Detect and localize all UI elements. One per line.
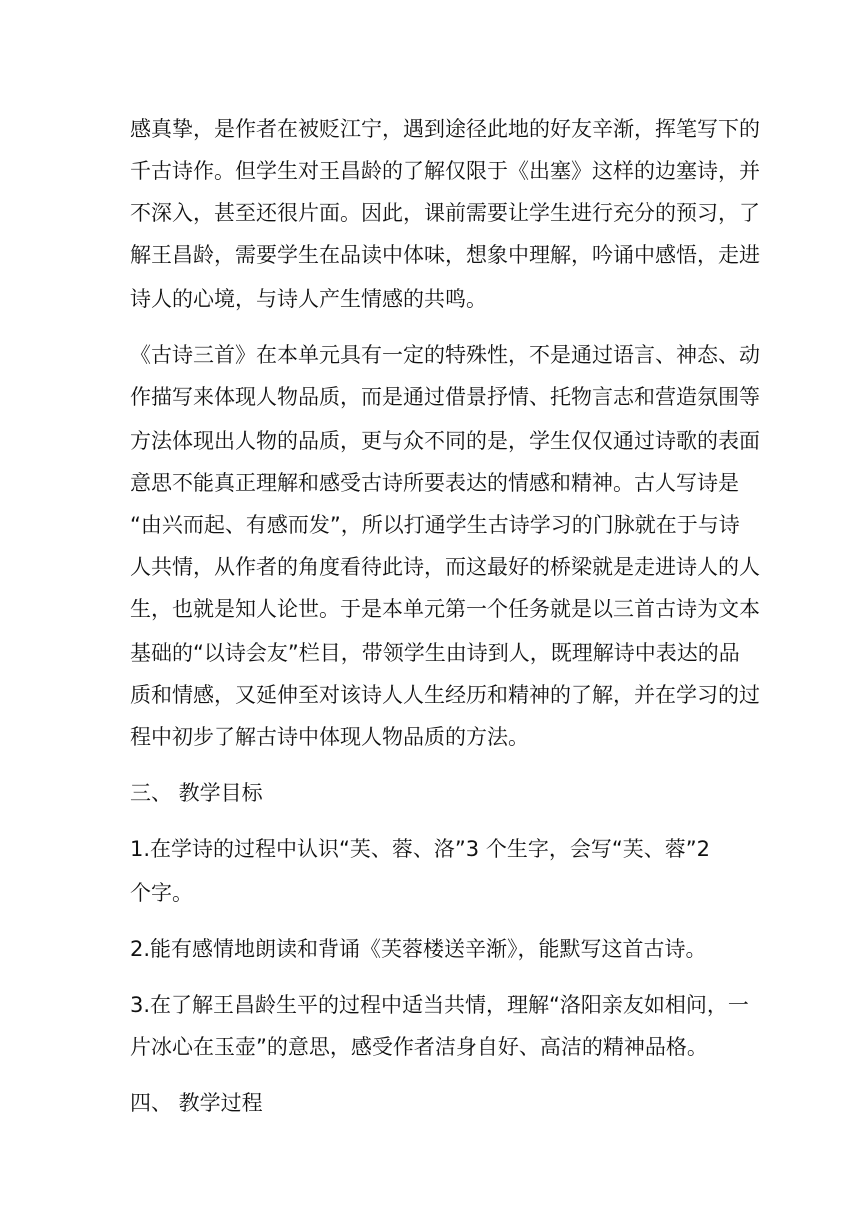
goal-2-line-1: 2.能有感情地朗读和背诵《芙蓉楼送辛渐》，能默写这首古诗。 bbox=[130, 937, 707, 961]
paragraph-1-line-4: 解王昌龄，需要学生在品读中体味，想象中理解，吟诵中感悟，走进 bbox=[130, 243, 760, 267]
paragraph-2-line-7: 生，也就是知人论世。于是本单元第一个任务就是以三首古诗为文本 bbox=[130, 597, 760, 621]
paragraph-1-line-1: 感真挚，是作者在被贬江宁，遇到途径此地的好友辛渐，挥笔写下的 bbox=[130, 117, 760, 141]
paragraph-2-line-1: 《古诗三首》在本单元具有一定的特殊性，不是通过语言、神态、动 bbox=[130, 343, 760, 367]
paragraph-1-line-5: 诗人的心境，与诗人产生情感的共鸣。 bbox=[130, 287, 487, 311]
paragraph-1-line-2: 千古诗作。但学生对王昌龄的了解仅限于《出塞》这样的边塞诗，并 bbox=[130, 159, 760, 183]
goal-1-line-1: 1.在学诗的过程中认识“芙、蓉、洛”3 个生字，会写“芙、蓉”2 bbox=[130, 837, 710, 861]
paragraph-2-line-4: 意思不能真正理解和感受古诗所要表达的情感和精神。古人写诗是 bbox=[130, 471, 739, 495]
paragraph-2-line-2: 作描写来体现人物品质，而是通过借景抒情、托物言志和营造氛围等 bbox=[130, 385, 760, 409]
paragraph-2-line-8: 基础的“以诗会友”栏目，带领学生由诗到人，既理解诗中表达的品 bbox=[130, 641, 740, 665]
goal-1-line-2: 个字。 bbox=[130, 881, 193, 905]
paragraph-2-line-10: 程中初步了解古诗中体现人物品质的方法。 bbox=[130, 725, 529, 749]
section-heading-4: 四、 教学过程 bbox=[130, 1091, 263, 1115]
goal-3-line-1: 3.在了解王昌龄生平的过程中适当共情，理解“洛阳亲友如相问，一 bbox=[130, 993, 749, 1017]
paragraph-2-line-6: 人共情，从作者的角度看待此诗，而这最好的桥梁就是走进诗人的人 bbox=[130, 555, 760, 579]
paragraph-2-line-9: 质和情感，又延伸至对该诗人人生经历和精神的了解，并在学习的过 bbox=[130, 683, 760, 707]
section-heading-3: 三、 教学目标 bbox=[130, 781, 263, 805]
paragraph-1-line-3: 不深入，甚至还很片面。因此，课前需要让学生进行充分的预习，了 bbox=[130, 201, 760, 225]
paragraph-2-line-5: “由兴而起、有感而发”，所以打通学生古诗学习的门脉就在于与诗 bbox=[130, 513, 740, 537]
goal-3-line-2: 片冰心在玉壶”的意思，感受作者洁身自好、高洁的精神品格。 bbox=[130, 1035, 708, 1059]
paragraph-2-line-3: 方法体现出人物的品质，更与众不同的是，学生仅仅通过诗歌的表面 bbox=[130, 429, 760, 453]
